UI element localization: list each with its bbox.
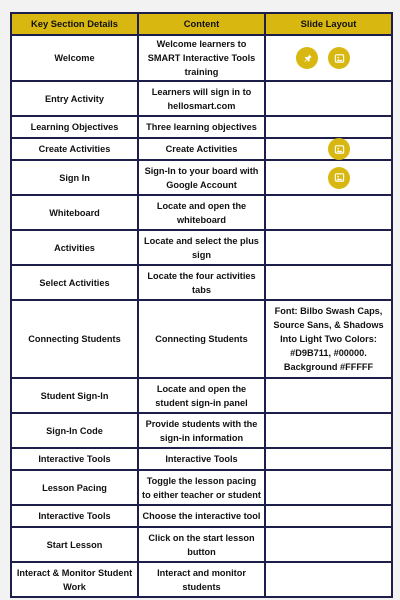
cell-slide-layout: [265, 413, 392, 448]
table-row: [11, 160, 392, 195]
cell-slide-layout: [265, 562, 392, 597]
image-icon: [328, 47, 350, 69]
table-row: [11, 35, 392, 81]
cell-key-section: Select Activities: [11, 265, 138, 300]
table-row: [11, 300, 392, 378]
table-row: [11, 413, 392, 448]
cell-content: Locate and select the plus sign: [138, 230, 265, 265]
header-slide-layout: Slide Layout: [265, 13, 392, 35]
cell-content: Choose the interactive tool: [138, 505, 265, 527]
header-content: Content: [138, 13, 265, 35]
slide-layout-table: [10, 12, 393, 598]
cell-key-section: Entry Activity: [11, 81, 138, 116]
cell-key-section: Interactive Tools: [11, 448, 138, 470]
cell-key-section: Learning Objectives: [11, 116, 138, 138]
table-row: [11, 230, 392, 265]
table-row: [11, 562, 392, 597]
cell-content: Welcome learners to SMART Interactive Tools training: [138, 35, 265, 81]
cell-slide-layout: [265, 527, 392, 562]
cell-key-section: Connecting Students: [11, 300, 138, 378]
cell-key-section: Lesson Pacing: [11, 470, 138, 505]
cell-slide-layout: [265, 448, 392, 470]
cell-key-section: Start Lesson: [11, 527, 138, 562]
table-row: [11, 527, 392, 562]
cell-slide-layout: [265, 378, 392, 413]
cell-content: Connecting Students: [138, 300, 265, 378]
image-icon: [328, 138, 350, 160]
image-icon: [328, 167, 350, 189]
table-row: [11, 138, 392, 160]
cell-slide-layout: [265, 505, 392, 527]
cell-content: Learners will sign in to hellosmart.com: [138, 81, 265, 116]
table-row: [11, 378, 392, 413]
cell-key-section: Create Activities: [11, 138, 138, 160]
table-row: [11, 81, 392, 116]
slide-layout-table-wrapper: [10, 12, 391, 598]
table-body: [11, 35, 392, 597]
cell-key-section: Welcome: [11, 35, 138, 81]
cell-content: Interactive Tools: [138, 448, 265, 470]
cell-slide-layout: [265, 195, 392, 230]
cell-content: Provide students with the sign-in information: [138, 413, 265, 448]
cell-slide-layout: [265, 300, 392, 378]
cell-slide-layout: [265, 35, 392, 81]
cell-content: Create Activities: [138, 138, 265, 160]
cell-key-section: Interact & Monitor Student Work: [11, 562, 138, 597]
cell-slide-layout: [265, 138, 392, 160]
table-header-row: [11, 13, 392, 35]
cell-key-section: Sign In: [11, 160, 138, 195]
cell-key-section: Interactive Tools: [11, 505, 138, 527]
header-key-section-details: Key Section Details: [11, 13, 138, 35]
cell-content: Interact and monitor students: [138, 562, 265, 597]
cell-key-section: Sign-In Code: [11, 413, 138, 448]
table-row: [11, 265, 392, 300]
cell-slide-layout: [265, 265, 392, 300]
table-row: [11, 505, 392, 527]
cell-slide-layout: [265, 470, 392, 505]
table-row: [11, 470, 392, 505]
cell-key-section: Whiteboard: [11, 195, 138, 230]
pin-icon: [296, 47, 318, 69]
cell-content: Toggle the lesson pacing to either teacher or student: [138, 470, 265, 505]
cell-content: Three learning objectives: [138, 116, 265, 138]
cell-slide-layout: [265, 116, 392, 138]
table-row: [11, 195, 392, 230]
cell-content: Locate and open the whiteboard: [138, 195, 265, 230]
cell-key-section: Activities: [11, 230, 138, 265]
table-row: [11, 448, 392, 470]
cell-content: Sign-In to your board with Google Account: [138, 160, 265, 195]
cell-content: Locate the four activities tabs: [138, 265, 265, 300]
cell-slide-layout: [265, 81, 392, 116]
cell-slide-layout: [265, 230, 392, 265]
slide-layout-text: Font: Bilbo Swash Caps, Source Sans, & Shadows Into Light Two Colors: #D9B711, #00000. Background #FFFFF: [273, 306, 384, 372]
cell-content: Locate and open the student sign-in panel: [138, 378, 265, 413]
table-row: [11, 116, 392, 138]
cell-content: Click on the start lesson button: [138, 527, 265, 562]
cell-key-section: Student Sign-In: [11, 378, 138, 413]
cell-slide-layout: [265, 160, 392, 195]
